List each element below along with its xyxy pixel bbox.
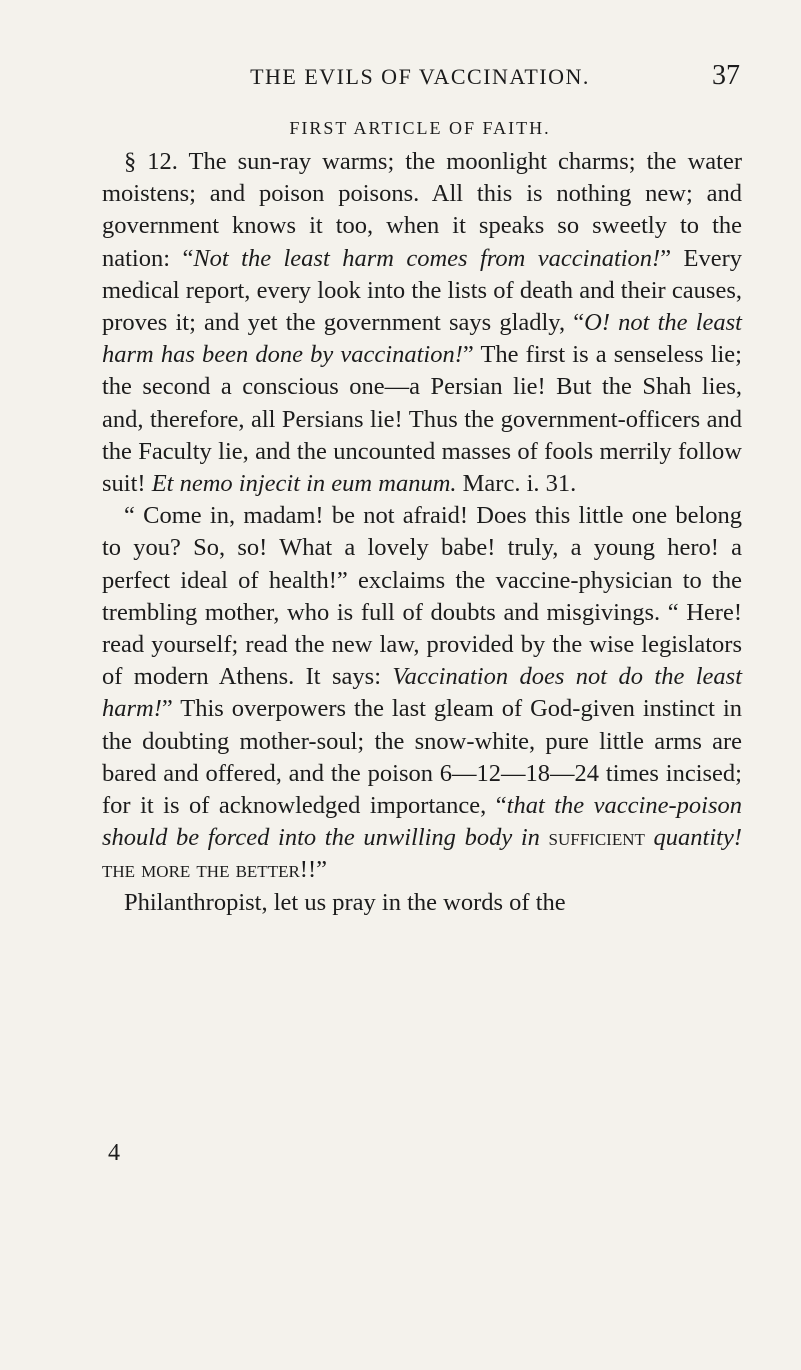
paragraph-12 bbox=[102, 146, 742, 500]
smallcaps-run: the more the better!!” bbox=[102, 856, 327, 884]
text-run: ” The first is a senseless lie; the second a conscious one—a Persian lie! But the Shah lies, and, therefore, all Persians lie! Thus the government-officers and the Faculty lie, and the uncounted masses of fools merrily follow suit! bbox=[102, 341, 742, 498]
running-head bbox=[100, 60, 740, 94]
paragraph-philanthropist bbox=[102, 887, 742, 919]
page-number: 37 bbox=[712, 60, 740, 91]
italic-run: that the vaccine-poison should be forced into the unwilling body in bbox=[102, 792, 742, 852]
paragraph-dialogue bbox=[102, 500, 742, 886]
section-heading: FIRST ARTICLE OF FAITH. bbox=[289, 118, 551, 138]
latin-quote: Et nemo injecit in eum manum. bbox=[151, 470, 457, 498]
smallcaps-run: sufficient bbox=[548, 824, 645, 852]
text-run: Philanthropist, let us pray in the words of the bbox=[124, 888, 566, 916]
text-run: § 12. The sun-ray warms; the moonlight charms; the water moistens; and poison poisons. All this is nothing new; and government knows it too, when it speaks so sweetly to the nation: “ bbox=[102, 148, 742, 272]
body-text bbox=[102, 146, 742, 919]
text-run: “ Come in, madam! be not afraid! Does this little one belong to you? So, so! What a lovely babe! truly, a young hero! a perfect ideal of health!” exclaims the vaccine-physician to the trembling mother, who is full of doubts and misgivings. “ Here! read yourself; read the new law, provided by the wise legislators of modern Athens. It says: bbox=[102, 502, 742, 691]
italic-run: Vaccination does not do the least harm! bbox=[102, 663, 742, 723]
italic-run: O! not the least harm has been done by vaccination! bbox=[102, 309, 742, 369]
italic-run: Not the least harm comes from vaccination! bbox=[193, 244, 661, 272]
citation: Marc. i. 31. bbox=[456, 470, 577, 498]
text-run: ” This overpowers the last gleam of God-given instinct in the doubting mother-soul; the snow-white, pure little arms are bared and offered, and the poison 6—12—18—24 times incised; for it is of acknowledged importance, “ bbox=[102, 695, 742, 820]
italic-run: quantity! bbox=[644, 824, 742, 852]
signature-mark: 4 bbox=[108, 1140, 120, 1166]
text-run: ” Every medical report, every look into the lists of death and their causes, proves it; and yet the government says gladly, “ bbox=[102, 244, 743, 337]
running-title: THE EVILS OF VACCINATION. bbox=[250, 64, 590, 89]
